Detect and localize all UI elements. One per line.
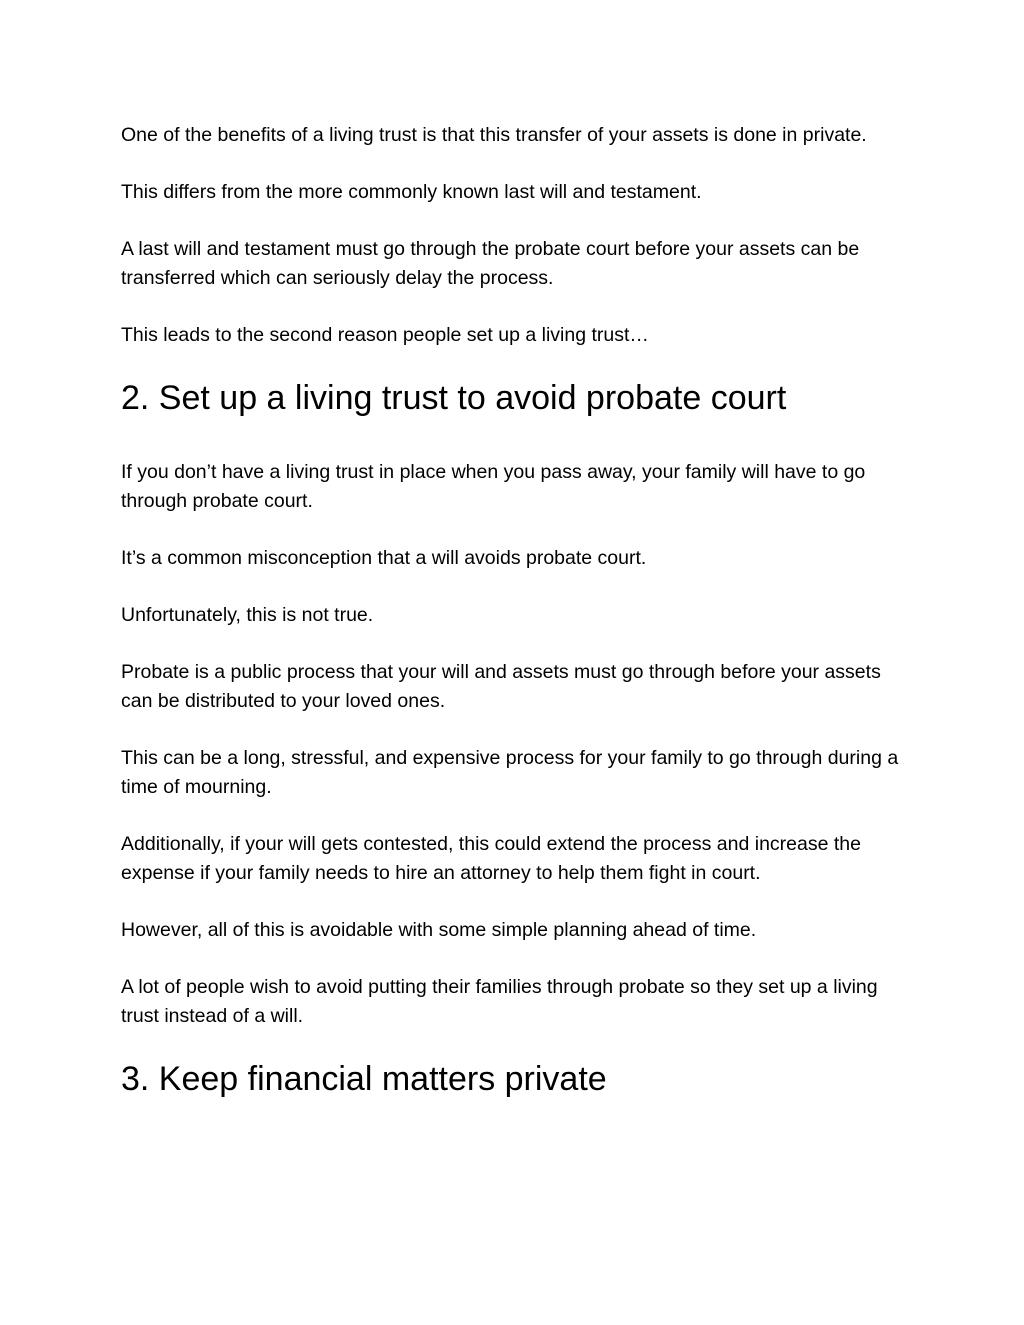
paragraph-will-probate: A last will and testament must go through the probate court before your assets can be transferred which can seriously delay the process.: [121, 238, 860, 289]
paragraph-no-trust: If you don’t have a living trust in place when you pass away, your family will have to go through probate court.: [121, 461, 866, 512]
paragraph-second-reason: This leads to the second reason people set up a living trust…: [121, 324, 649, 346]
paragraph-misconception: It’s a common misconception that a will avoids probate court.: [121, 547, 647, 569]
section-heading-avoid-probate: 2. Set up a living trust to avoid probate court: [121, 379, 787, 417]
paragraph-stressful-process: This can be a long, stressful, and expensive process for your family to go through during a time of mourning.: [121, 747, 899, 798]
paragraph-not-true: Unfortunately, this is not true.: [121, 604, 374, 626]
section-heading-financial-privacy: 3. Keep financial matters private: [121, 1060, 607, 1098]
document-page: [121, 121, 911, 1099]
paragraph-will-difference: This differs from the more commonly known last will and testament.: [121, 181, 702, 203]
paragraph-trust-privacy: One of the benefits of a living trust is that this transfer of your assets is done in private.: [121, 124, 867, 146]
paragraph-avoidable: However, all of this is avoidable with some simple planning ahead of time.: [121, 919, 757, 941]
paragraph-contested-will: Additionally, if your will gets contested, this could extend the process and increase the expense if your family needs to hire an attorney to help them fight in court.: [121, 833, 861, 884]
paragraph-trust-instead: A lot of people wish to avoid putting their families through probate so they set up a living trust instead of a will.: [121, 976, 878, 1027]
paragraph-public-process: Probate is a public process that your will and assets must go through before your assets can be distributed to your loved ones.: [121, 661, 881, 712]
